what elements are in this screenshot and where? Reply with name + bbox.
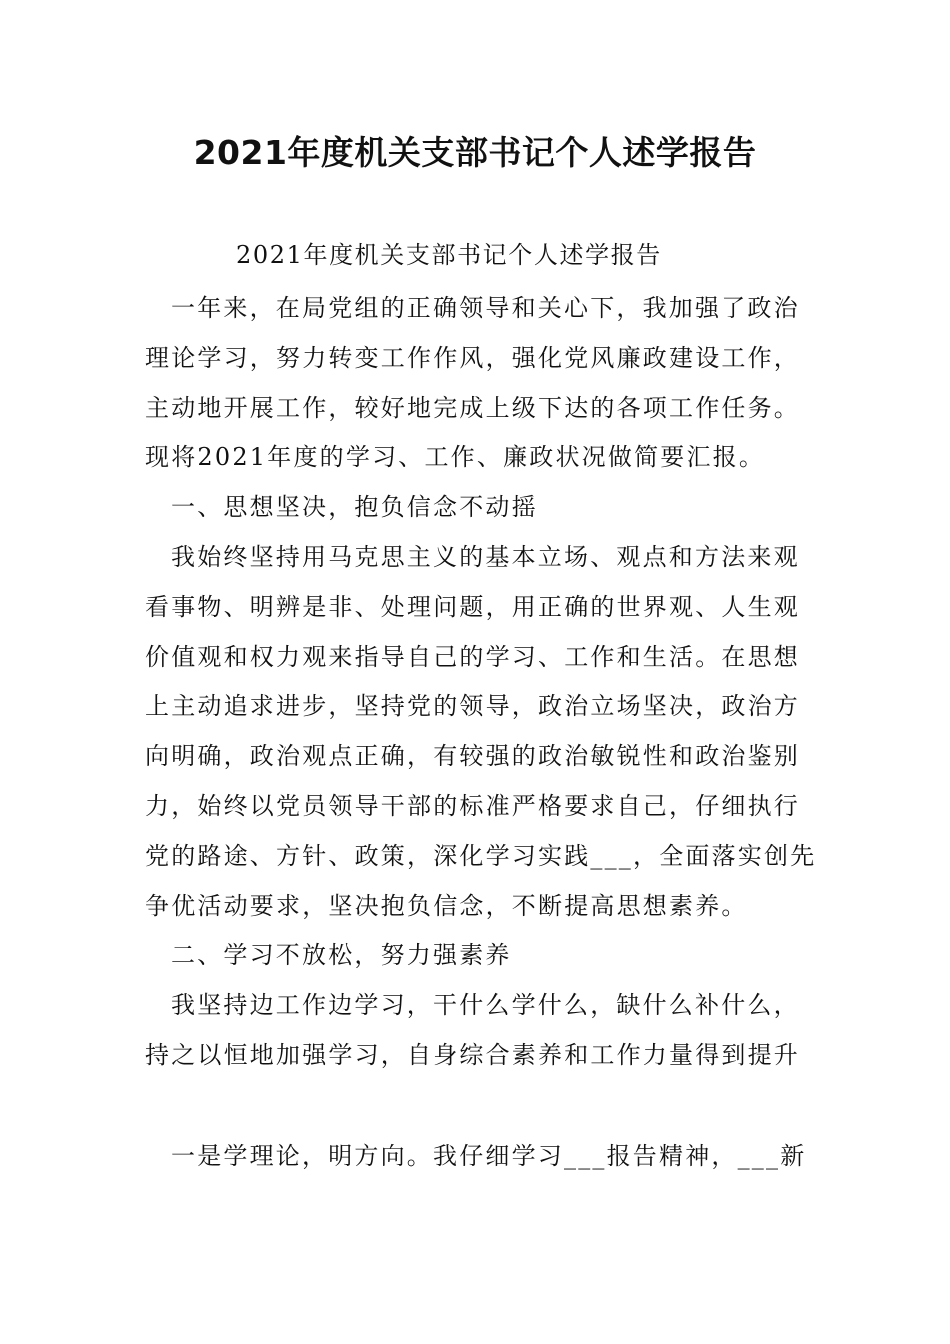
paragraph-line: 我坚持边工作边学习，干什么学什么，缺什么补什么， [171, 991, 800, 1020]
paragraph-line: 力，始终以党员领导干部的标准严格要求自己，仔细执行 [145, 791, 800, 820]
paragraph-line: 向明确，政治观点正确，有较强的政治敏锐性和政治鉴别 [145, 742, 800, 771]
paragraph-line: 主动地开展工作，较好地完成上级下达的各项工作任务。 [145, 393, 800, 422]
paragraph-line: 看事物、明辨是非、处理问题，用正确的世界观、人生观 [145, 592, 800, 621]
document-body-continued [145, 1132, 807, 1182]
paragraph-line: 价值观和权力观来指导自己的学习、工作和生活。在思想 [145, 642, 800, 671]
paragraph-line: 一是学理论，明方向。我仔细学习___报告精神，___新 [171, 1142, 807, 1170]
paragraph-line: 上主动追求进步，坚持党的领导，政治立场坚决，政治方 [145, 692, 800, 721]
paragraph-line: 我始终坚持用马克思主义的基本立场、观点和方法来观 [171, 542, 800, 571]
section-heading: 二、学习不放松，努力强素养 [171, 941, 512, 970]
paragraph-line: 持之以恒地加强学习，自身综合素养和工作力量得到提升 [145, 1040, 800, 1069]
paragraph-line: 争优活动要求，坚决抱负信念，不断提高思想素养。 [145, 891, 748, 920]
paragraph-line: 理论学习，努力转变工作作风，强化党风廉政建设工作， [145, 343, 800, 372]
document-title: 2021年度机关支部书记个人述学报告 [193, 133, 757, 172]
document-body [145, 284, 817, 1081]
paragraph-line: 一年来，在局党组的正确领导和关心下，我加强了政治 [171, 294, 800, 322]
section-heading: 一、思想坚决，抱负信念不动摇 [171, 493, 538, 522]
paragraph-line: 现将2021年度的学习、工作、廉政状况做简要汇报。 [145, 443, 766, 472]
document-subtitle: 2021年度机关支部书记个人述学报告 [236, 241, 662, 269]
paragraph-line: 党的路途、方针、政策，深化学习实践___，全面落实创先 [145, 841, 817, 870]
